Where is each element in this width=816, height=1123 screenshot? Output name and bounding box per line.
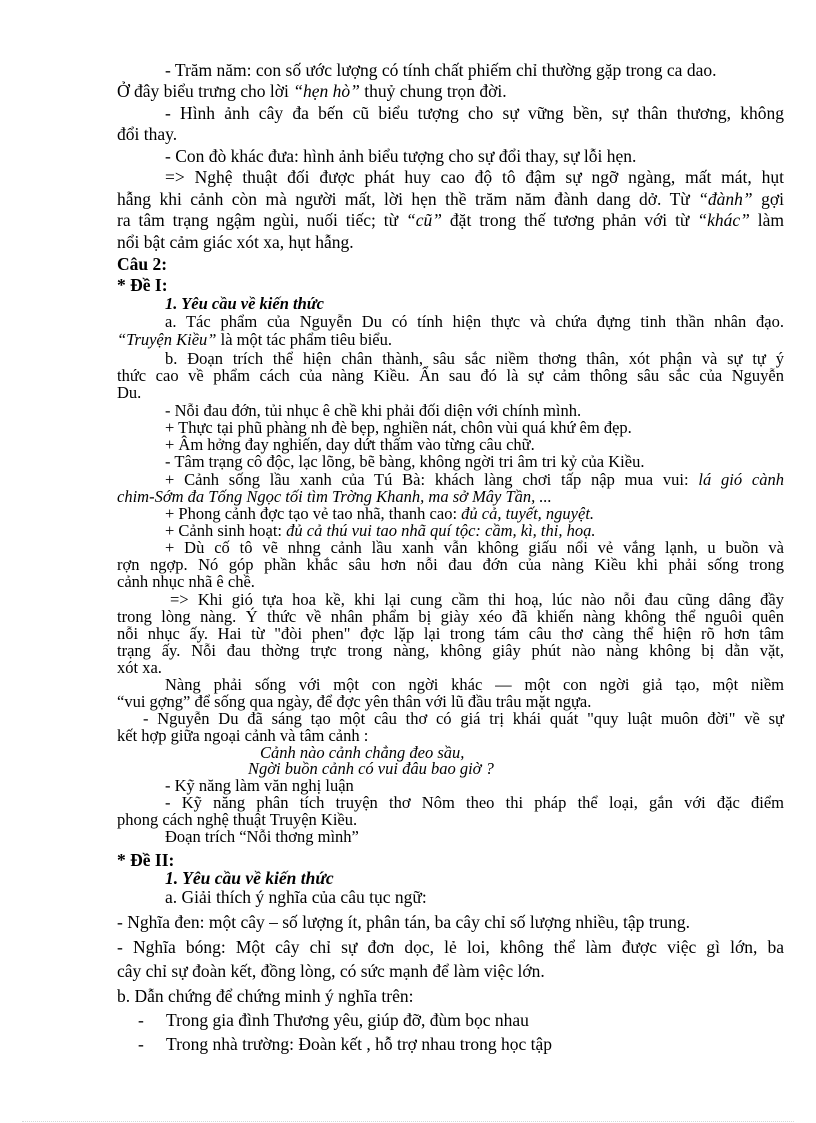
para-line: trạng ấy. Nỗi đau thờng trực trong nàng, không giây phút nào nàng không bị dằn vặt,: [117, 641, 784, 660]
para-line: - Nỗi đau đớn, tủi nhục ê chề khi phải đối diện với chính mình.: [165, 401, 582, 420]
para-line: a. Tác phẩm của Nguyễn Du có tính hiện thực và chứa đựng tinh thần nhân đạo.: [165, 312, 784, 331]
para-line: + Cảnh sống lầu xanh của Tú Bà: khách làng chơi tấp nập mua vui: lá gió cành: [165, 470, 784, 489]
para-dan-chung: b. Dẫn chứng để chứng minh ý nghĩa trên:: [117, 986, 414, 1006]
para-line: rợn ngợp. Nó góp phần khắc sâu hơn nỗi đau đớn của nàng Kiều khi phải sống trong: [117, 555, 784, 574]
para-line: Ở đây biểu trưng cho lời “hẹn hò” thuỷ chung trọn đời.: [117, 81, 507, 101]
para-line: a. Giải thích ý nghĩa của câu tục ngữ:: [165, 887, 427, 907]
para-line: + Thực tại phũ phàng nh đè bẹp, nghiền nát, chôn vùi quá khứ êm đẹp.: [165, 418, 632, 437]
para-con-do: - Con đò khác đưa: hình ảnh biểu tượng cho sự đổi thay, sự lỗi hẹn.: [165, 146, 637, 166]
para-line: Đoạn trích “Nỗi thơng mình”: [165, 827, 359, 846]
para-tram-nam: - Trăm năm: con số ước lượng có tính chất phiếm chỉ thường gặp trong ca dao.: [165, 60, 717, 80]
para-line: chim-Sớm đa Tống Ngọc tối tìm Trờng Khanh, ma sở Mây Tần, ...: [117, 487, 552, 506]
para-line: đổi thay.: [117, 124, 178, 144]
heading-de-2: * Đề II:: [117, 850, 175, 870]
heading-de-1: * Đề I:: [117, 275, 168, 295]
para-line: + Phong cảnh đợc tạo vẻ tao nhã, thanh cao: đủ cả, tuyết, nguyệt.: [165, 504, 595, 523]
para-line: + Dù cố tô vẽ nhng cảnh lầu xanh vẫn không giấu nổi vẻ vắng lạnh, u buồn và: [165, 538, 784, 557]
para-line: thức cao về phẩm cách của nàng Kiều. Ẩn sau đó là sự cảm thông sâu sắc của Nguyễn: [117, 366, 784, 385]
para-line: xót xa.: [117, 658, 162, 677]
para-nghe-thuat: => Nghệ thuật đối được phát huy cao độ tô đậm sự ngỡ ngàng, mất mát, hụt: [165, 167, 784, 187]
para-line: ra tâm trạng ngậm ngùi, nuối tiếc; từ “cũ” đặt trong thế tương phản với từ “khác” làm: [117, 210, 784, 230]
para-line: + Cảnh sinh hoạt: đủ cả thú vui tao nhã quí tộc: cầm, kì, thi, hoạ.: [165, 521, 596, 540]
document-page: - Trăm năm: con số ước lượng có tính chất phiếm chỉ thường gặp trong ca dao. Ở đây biểu trưng cho lời “hẹn hò” thuỷ chung trọn đời. - Hình ảnh cây đa bến cũ biểu tượng cho sự vững bền, sự thân thương, không đổi thay. - Con đò khác đưa: hình ảnh biểu tượng cho sự đổi thay, sự lỗi hẹn. => Nghệ thuật đối được phát huy cao độ tô đậm sự ngỡ ngàng, mất mát, hụt hẫng khi cảnh còn mà người mất, lời hẹn thề trăm năm đành dang dở. Từ “đành” gợi ra tâm trạng ngậm ngùi, nuối tiếc; từ “cũ” đặt trong thế tương phản với từ “khác” làm nổi bật cảm giác xót xa, hụt hẫng. Câu 2: * Đề I: 1. Yêu cầu về kiến thức a. Tác phẩm của Nguyễn Du có tính hiện thực và chứa đựng tinh thần nhân đạo. “Truyện Kiều” là một tác phẩm tiêu biểu. b. Đoạn trích thể hiện chân thành, sâu sắc niềm thơng thân, xót phận và sự tự ý thức cao về phẩm cách của nàng Kiều. Ẩn sau đó là sự cảm thông sâu sắc của Nguyễn Du. - Nỗi đau đớn, tủi nhục ê chề khi phải đối diện với chính mình. + Thực tại phũ phàng nh đè bẹp, nghiền nát, chôn vùi quá khứ êm đẹp. + Âm hởng đay nghiến, day dứt thấm vào từng câu chữ. - Tâm trạng cô độc, lạc lõng, bẽ bàng, không ngời tri âm tri kỷ của Kiều. + Cảnh sống lầu xanh của Tú Bà: khách làng chơi tấp nập mua vui: lá gió cành chim-Sớm đa Tống Ngọc tối tìm Trờng Khanh, ma sở Mây Tần, ... + Phong cảnh đợc tạo vẻ tao nhã, thanh cao: đủ cả, tuyết, nguyệt. + Cảnh sinh hoạt: đủ cả thú vui tao nhã quí tộc: cầm, kì, thi, hoạ. + Dù cố tô vẽ nhng cảnh lầu xanh vẫn không giấu nổi vẻ vắng lạnh, u buồn và rợn ngợp. Nó góp phần khắc sâu hơn nỗi đau đớn của nàng Kiều khi phải sống trong cảnh nhục nhã ê chề. => Khi gió tựa hoa kề, khi lại cung cầm thi hoạ, lúc nào nỗi đau cũng dâng đầy trong lòng nàng. Ý thức về nhân phẩm bị giày xéo đã khiến nàng không thể nguôi quên nỗi nhục ấy. Hai từ "đòi phen" đợc lặp lại trong tám câu thơ càng thể hiện rõ hơn tâm trạng ấy. Nỗi đau thờng trực trong nàng, không giây phút nào nàng không bị dằn vặt, xót xa. Nàng phải sống với một con ngời khác — một con ngời giả tạo, một niềm “vui gợng” để sống qua ngày, để đợc yên thân với lũ đầu trâu mặt ngựa. - Nguyễn Du đã sáng tạo một câu thơ có giá trị khái quát "quy luật muôn đời" về sự kết hợp giữa ngoại cảnh và tâm cảnh : Cảnh nào cảnh chẳng đeo sầu, Ngời buồn cảnh có vui đâu bao giờ ? - Kỹ năng làm văn nghị luận - Kỹ năng phân tích truyện thơ Nôm theo thi pháp thể loại, gắn với đặc điểm phong cách nghệ thuật Truyện Kiều. Đoạn trích “Nỗi thơng mình” * Đề II: 1. Yêu cầu về kiến thức a. Giải thích ý nghĩa của câu tục ngữ: - Nghĩa đen: một cây – số lượng ít, phân tán, ba cây chỉ số lượng nhiều, tập trung. - Nghĩa bóng: Một cây chỉ sự đơn dọc, lẻ loi, không thể làm được việc gì lớn, ba cây chỉ sự đoàn kết, đồng lòng, có sức mạnh để làm việc lớn. b. Dẫn chứng để chứng minh ý nghĩa trên: - Trong gia đình Thương yêu, giúp đỡ, đùm bọc nhau - Trong nhà trường: Đoàn kết , hỗ trợ nhau trong học tập: [0, 0, 816, 1123]
para-line: b. Đoạn trích thể hiện chân thành, sâu sắc niềm thơng thân, xót phận và sự tự ý: [165, 349, 784, 368]
para-line: nổi bật cảm giác xót xa, hụt hẫng.: [117, 232, 354, 252]
para-line: phong cách nghệ thuật Truyện Kiều.: [117, 810, 358, 829]
para-line: - Nguyễn Du đã sáng tạo một câu thơ có giá trị khái quát "quy luật muôn đời" về sự: [143, 709, 784, 728]
para-line: cây chỉ sự đoàn kết, đồng lòng, có sức mạnh để làm việc lớn.: [117, 961, 545, 981]
para-line: - Kỹ năng làm văn nghị luận: [165, 776, 354, 795]
para-line: + Âm hởng đay nghiến, day dứt thấm vào từng câu chữ.: [165, 435, 535, 454]
para-line: cảnh nhục nhã ê chề.: [117, 572, 255, 591]
para-line: trong lòng nàng. Ý thức về nhân phẩm bị giày xéo đã khiến nàng không thể nguôi quên: [117, 607, 784, 626]
para-line: “vui gợng” để sống qua ngày, để đợc yên thân với lũ đầu trâu mặt ngựa.: [117, 692, 592, 711]
heading-cau-2: Câu 2:: [117, 254, 168, 274]
para-line: nỗi nhục ấy. Hai từ "đòi phen" đợc lặp lại trong tám câu thơ càng thể hiện rõ hơn tâm: [117, 624, 784, 643]
para-line: => Khi gió tựa hoa kề, khi lại cung cầm thi hoạ, lúc nào nỗi đau cũng dâng đầy: [170, 590, 784, 609]
para-line: - Tâm trạng cô độc, lạc lõng, bẽ bàng, không ngời tri âm tri kỷ của Kiều.: [165, 452, 645, 471]
para-line: Nàng phải sống với một con ngời khác — một con ngời giả tạo, một niềm: [165, 675, 784, 694]
heading-yeu-cau-kien-thuc: 1. Yêu cầu về kiến thức: [165, 294, 324, 313]
para-line: hẫng khi cảnh còn mà người mất, lời hẹn thề trăm năm đành dang dở. Từ “đành” gợi: [117, 189, 784, 209]
para-nghia-bong: - Nghĩa bóng: Một cây chỉ sự đơn dọc, lẻ loi, không thể làm được việc gì lớn, ba: [117, 937, 784, 957]
para-nghia-den: - Nghĩa đen: một cây – số lượng ít, phân tán, ba cây chỉ số lượng nhiều, tập trung.: [117, 912, 691, 932]
page-bottom-rule: [22, 1121, 794, 1122]
poem-line: Cảnh nào cảnh chẳng đeo sầu,: [260, 743, 465, 762]
heading-yeu-cau-kien-thuc-2: 1. Yêu cầu về kiến thức: [165, 868, 334, 888]
para-line: - Kỹ năng phân tích truyện thơ Nôm theo thi pháp thể loại, gắn với đặc điểm: [165, 793, 784, 812]
para-line: “Truyện Kiều” là một tác phẩm tiêu biểu.: [117, 330, 392, 349]
para-line: Du.: [117, 383, 142, 402]
para-cay-da: - Hình ảnh cây đa bến cũ biểu tượng cho sự vững bền, sự thân thương, không: [165, 103, 784, 123]
para-line: kết hợp giữa ngoại cảnh và tâm cảnh :: [117, 726, 369, 745]
poem-line: Ngời buồn cảnh có vui đâu bao giờ ?: [248, 759, 494, 778]
